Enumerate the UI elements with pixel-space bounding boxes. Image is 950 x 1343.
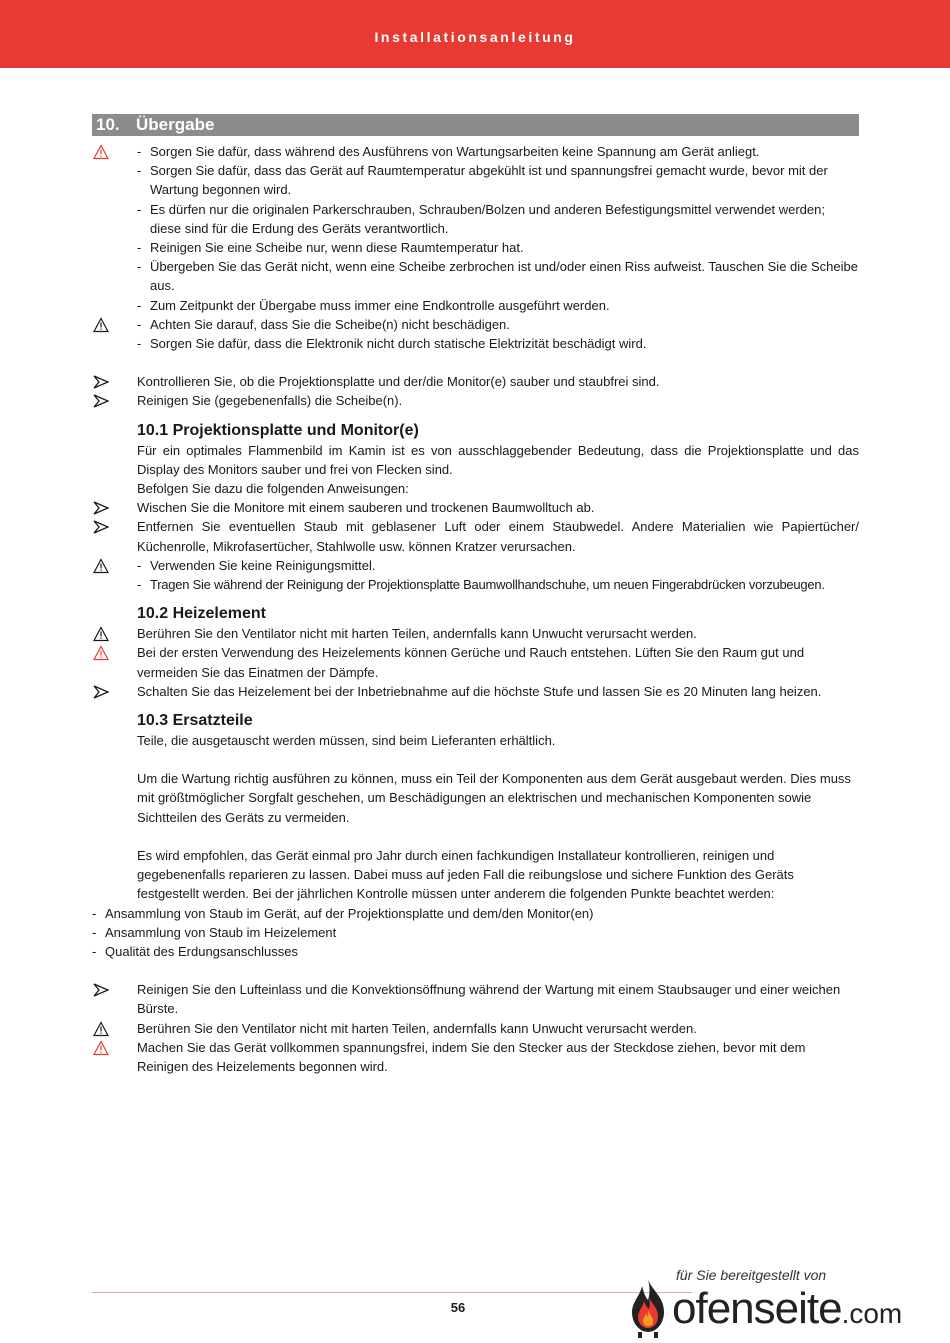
warning-item: Machen Sie das Gerät vollkommen spannungsfrei, indem Sie den Stecker aus der Steckdose ziehen, bevor mit dem Reinigen des Heizelements begonnen wird. xyxy=(92,1038,859,1076)
paragraph: Um die Wartung richtig ausführen zu können, muss ein Teil der Komponenten aus dem Gerät ausgebaut werden. Dies muss mit größtmöglicher Sorgfalt geschehen, um Beschädigungen an elektrischen und mechanischen Komponenten sowie Sichtteilen des Geräts zu vermeiden. xyxy=(137,771,851,825)
section-number: 10. xyxy=(96,115,120,134)
warning-icon xyxy=(93,315,111,334)
subsection-title: 10.2 Heizelement xyxy=(137,605,266,623)
subsection-title: 10.3 Ersatzteile xyxy=(137,712,253,730)
list-item: - Übergeben Sie das Gerät nicht, wenn eine Scheibe zerbrochen ist und/oder einen Riss aufweist. Tauschen Sie die Scheibe aus. xyxy=(137,259,858,294)
warning-red-icon xyxy=(93,142,111,161)
subsection-title: 10.1 Projektionsplatte und Monitor(e) xyxy=(137,421,419,439)
warning-item: Berühren Sie den Ventilator nicht mit harten Teilen, andernfalls kann Unwucht verursacht werden. xyxy=(92,1019,859,1038)
ofenseite-logo xyxy=(624,1270,944,1340)
warning-item: Bei der ersten Verwendung des Heizelements können Gerüche und Rauch entstehen. Lüften Sie den Raum gut und vermeiden Sie das Einatmen der Dämpfe. xyxy=(92,643,859,681)
paragraph: Befolgen Sie dazu die folgenden Anweisungen: xyxy=(137,481,409,497)
page-number: 56 xyxy=(450,1300,466,1315)
list-item: - Qualität des Erdungsanschlusses xyxy=(92,943,298,959)
warning-icon xyxy=(93,624,111,643)
list-item: - Reinigen Sie eine Scheibe nur, wenn diese Raumtemperatur hat. xyxy=(137,240,524,256)
page-content xyxy=(92,114,859,1076)
paragraph: Für ein optimales Flammenbild im Kamin ist es von ausschlaggebender Bedeutung, dass die Projektionsplatte und das Display des Monitors sauber und frei von Flecken sind. xyxy=(137,442,859,477)
check-item: Reinigen Sie (gegebenenfalls) die Scheibe(n). xyxy=(92,391,859,410)
paragraph: Teile, die ausgetauscht werden müssen, sind beim Lieferanten erhältlich. xyxy=(137,733,556,749)
arrow-bullet-icon xyxy=(93,980,111,999)
warning-icon xyxy=(93,556,111,575)
step-item: Reinigen Sie den Lufteinlass und die Konvektionsöffnung während der Wartung mit einem Staubsauger und einer weichen Bürste. xyxy=(92,980,859,1018)
section-heading xyxy=(92,114,859,136)
warning-item: Berühren Sie den Ventilator nicht mit harten Teilen, andernfalls kann Unwucht verursacht werden. xyxy=(92,624,859,643)
arrow-bullet-icon xyxy=(93,372,111,391)
paragraph: Es wird empfohlen, das Gerät einmal pro Jahr durch einen fachkundigen Installateur kontrollieren, reinigen und gegebenenfalls reparieren zu lassen. Dabei muss auf jeden Fall die reibungslose und sichere Funktion des Geräts festgestellt werden. Bei der jährlichen Kontrolle müssen unter anderem die folgenden Punkte beachtet werden: xyxy=(137,847,794,902)
provided-by-text: für Sie bereitgestellt von xyxy=(676,1267,827,1283)
arrow-bullet-icon xyxy=(93,517,111,536)
warning-red-icon xyxy=(93,1038,111,1057)
list-item: - Ansammlung von Staub im Heizelement xyxy=(92,924,337,940)
list-item: - Es dürfen nur die originalen Parkerschrauben, Schrauben/Bolzen und anderen Befestigungsmittel verwendet werden; diese sind für die Erdung des Geräts verantwortlich. xyxy=(137,201,825,236)
warning-icon xyxy=(93,1019,111,1038)
list-item: - Sorgen Sie dafür, dass das Gerät auf Raumtemperatur abgekühlt ist und spannungsfrei gemacht wurde, bevor mit der Wartung begonnen wird. xyxy=(137,163,828,198)
step-item: Wischen Sie die Monitore mit einem sauberen und trockenen Baumwolltuch ab. xyxy=(92,498,859,517)
arrow-bullet-icon xyxy=(93,682,111,701)
step-item: Schalten Sie das Heizelement bei der Inbetriebnahme auf die höchste Stufe und lassen Sie es 20 Minuten lang heizen. xyxy=(92,682,859,701)
list-item: - Sorgen Sie dafür, dass die Elektronik nicht durch statische Elektrizität beschädigt wird. xyxy=(137,336,647,352)
list-item: - Zum Zeitpunkt der Übergabe muss immer eine Endkontrolle ausgeführt werden. xyxy=(137,297,610,313)
warning-red-icon xyxy=(93,643,111,662)
header-title: Installationsanleitung xyxy=(374,29,576,45)
list-item: - Sorgen Sie dafür, dass während des Ausführens von Wartungsarbeiten keine Spannung am Gerät anliegt. xyxy=(92,142,859,161)
check-item: Kontrollieren Sie, ob die Projektionsplatte und der/die Monitor(e) sauber und staubfrei sind. xyxy=(92,372,859,391)
list-item: - Tragen Sie während der Reinigung der Projektionsplatte Baumwollhandschuhe, um neuen Fingerabdrücken vorzubeugen. xyxy=(137,577,825,593)
footer-divider xyxy=(92,1292,692,1293)
list-item: - Verwenden Sie keine Reinigungsmittel. xyxy=(92,556,859,575)
section-title: Übergabe xyxy=(136,115,215,134)
list-item: - Achten Sie darauf, dass Sie die Scheibe(n) nicht beschädigen. xyxy=(92,315,859,334)
flame-logo-icon xyxy=(624,1274,672,1340)
list-item: - Ansammlung von Staub im Gerät, auf der Projektionsplatte und dem/den Monitor(en) xyxy=(92,905,594,921)
step-item: Entfernen Sie eventuellen Staub mit geblasener Luft oder einem Staubwedel. Andere Materialien wie Papiertücher/ Küchenrolle, Mikrofasertücher, Stahlwolle usw. können Kratzer verursachen. xyxy=(92,517,859,555)
brand-name: ofenseite.com xyxy=(672,1284,903,1333)
header-bar xyxy=(0,0,950,68)
arrow-bullet-icon xyxy=(93,391,111,410)
arrow-bullet-icon xyxy=(93,498,111,517)
